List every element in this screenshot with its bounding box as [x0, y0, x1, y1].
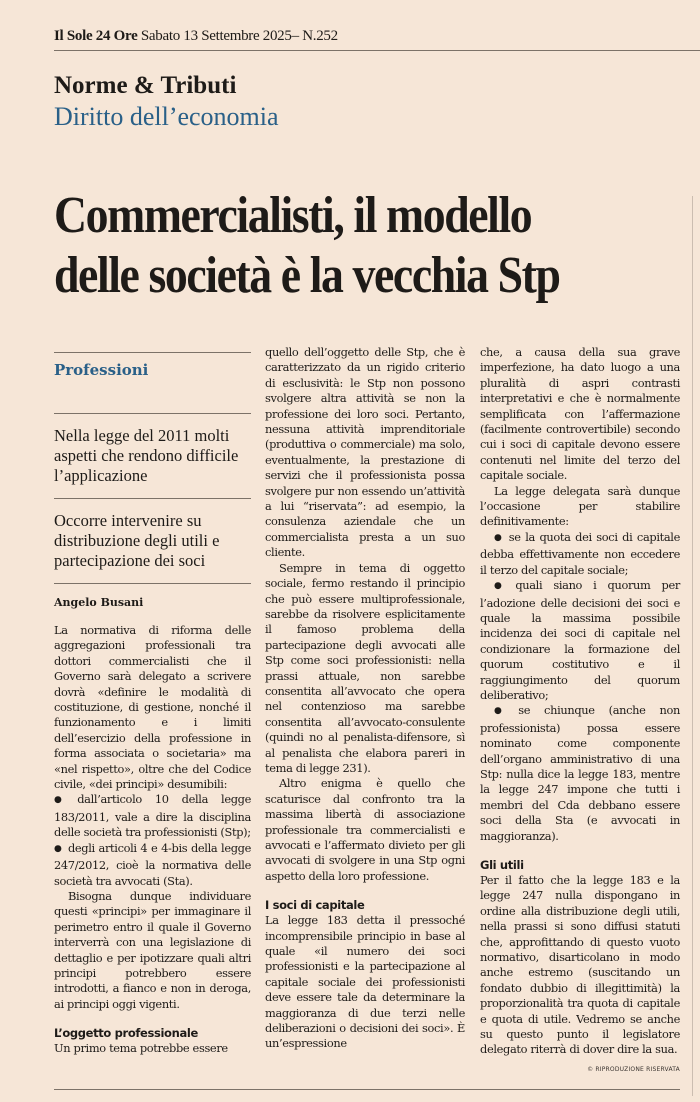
paragraph: La normativa di riforma delle aggregazioni professionali tra dottori commercialisti che il Governo sarà delegato a scrivere dovrà «definire le modalità di costituzione, di gestione, nonché il funzionamento e i limiti dell’esercizio della professione in forma associata o societaria» ma «nel rispetto», oltre che del Codice civile, «dei principi» desumibili:	[54, 623, 251, 792]
author-byline: Angelo Busani	[54, 596, 144, 609]
paragraph: quello dell’oggetto delle Stp, che è caratterizzato da un rigido criterio di esclusività: le Stp non possono svolgere altra attività se non la professione dei loro soci. Pertanto, nessuna attività imprenditoriale (produttiva o commerciale) ma solo, eventualmente, la prestazione di servizi che il professionista possa svolgere pur non essendo un’attività a lui “riservata”: ad esempio, la consulenza aziendale che un commercialista presta a un suo cliente.	[265, 345, 465, 560]
article-kicker: Professioni	[54, 361, 149, 379]
paragraph: La legge 183 detta il pressoché incomprensibile principio in base al quale «il numero dei soci professionisti e la partecipazione al capitale sociale dei professionisti deve essere tale da determinare la maggioranza di due terzi nelle deliberazioni o decisioni dei soci». È un’espressione	[265, 913, 465, 1051]
bottom-divider	[254, 1089, 470, 1090]
subheading: I soci di capitale	[265, 898, 365, 913]
paragraph: Un primo tema potrebbe essere	[54, 1041, 228, 1056]
headline-line-1: Commercialisti, il modello	[54, 187, 532, 244]
subheading: Gli utili	[480, 858, 524, 872]
issue-date: Sabato 13 Settembre 2025	[140, 28, 292, 44]
divider	[54, 352, 251, 353]
copyright-notice: © RIPRODUZIONE RISERVATA	[587, 1065, 680, 1073]
bullet-item	[480, 578, 680, 703]
divider	[54, 583, 251, 584]
paragraph: Altro enigma è quello che scaturisce dal confronto tra la massima libertà di associazione professionale tra commercialisti e avvocati e l’affermato divieto per gli avvocati di svolgere in una Stp ogni aspetto della loro professione.	[265, 776, 465, 883]
bullet-text: se la quota dei soci di capitale debba effettivamente non eccedere il terzo del capitale sociale;	[480, 529, 680, 577]
paragraph: La legge delegata sarà dunque l’occasione per stabilire definitivamente:	[480, 483, 680, 529]
bottom-divider	[54, 1089, 254, 1090]
headline-line-2: delle società è la vecchia Stp	[54, 247, 560, 304]
bullet-text: degli articoli 4 e 4-bis della legge 247/2012, cioè la normativa delle società tra avvocati (Sta).	[54, 840, 251, 888]
bottom-divider	[470, 1089, 680, 1090]
summary-point-2: Occorre intervenire su distribuzione degli utili e partecipazione dei soci	[54, 511, 220, 570]
section-subtitle: Diritto dell’economia	[54, 102, 279, 131]
article-column-3	[480, 345, 680, 1077]
article-column-1	[54, 352, 251, 1057]
masthead-divider	[54, 50, 700, 51]
bullet-item	[480, 703, 680, 844]
page-edge-divider	[692, 196, 693, 1096]
newspaper-name: Il Sole 24 Ore	[54, 28, 138, 44]
paragraph: Per il fatto che la legge 183 e la legge 247 nulla dispongano in ordine alla distribuzione degli utili, nella prassi si sono diffusi statuti che, approfittando di questo vuoto normativo, disarticolano in modo anche estremo (suscitando un fondato dubbio di illegittimità) la proporzionalità tra quota di capitale e quota di utile. Vedremo se anche su questo punto il legislatore delegato riterrà di dover dire la sua.	[480, 873, 680, 1057]
issue-number: – N.252	[291, 28, 338, 44]
masthead	[54, 28, 700, 45]
bullet-text: quali siano i quorum per l’adozione delle decisioni dei soci e quale la massima possibile incidenza dei soci di capitale nel condizionare la formazione del quorum costitutivo e il raggiungimento del quorum deliberativo;	[480, 578, 680, 702]
article-headline	[54, 186, 617, 306]
subheading: L’oggetto professionale	[54, 1026, 198, 1041]
section-title: Norme & Tributi	[54, 72, 237, 99]
bullet-item	[54, 841, 251, 889]
bullet-text: se chiunque (anche non professionista) possa essere nominato come componente dell’organo amministrativo di una Stp: nulla dice la legge 183, mentre la legge 247 impone che tutti i membri del Cda debbano essere soci della Sta (e avvocati in maggioranza).	[480, 703, 680, 843]
article-body-col1	[54, 623, 251, 1057]
article-column-2	[265, 345, 465, 1052]
bullet-text: dall’articolo 10 della legge 183/2011, vale a dire la disciplina delle società tra professionisti (Stp);	[54, 792, 251, 840]
summary-point-1: Nella legge del 2011 molti aspetti che rendono difficile l’applicazione	[54, 426, 239, 485]
bullet-item	[480, 530, 680, 578]
paragraph: Sempre in tema di oggetto sociale, fermo restando il principio che può essere multiprofessionale, sarebbe da risolvere esplicitamente il famoso problema della partecipazione degli avvocati alle Stp come soci professionisti: nella prassi attuale, non sarebbe consentita all’avvocato che opera nel contenzioso ma sarebbe consentita all’avvocato-consulente (quindi no al penalista-difensore, sì al penalista che elabora pareri in tema di legge 231).	[265, 560, 465, 775]
bullet-item	[54, 792, 251, 840]
paragraph: che, a causa della sua grave imperfezione, ha dato luogo a una pluralità di aspri contrasti interpretativi e che è normalmente semplificata con l’affermazione (facilmente controvertibile) secondo cui i soci di capitale devono essere contenuti nel limite del terzo del capitale sociale.	[480, 345, 680, 483]
paragraph: Bisogna dunque individuare questi «principi» per immaginare il perimetro entro il quale il Governo interverrà con una legislazione di dettaglio e per ipotizzare quali altri principi potrebbero essere introdotti, a fianco e non in deroga, ai principi oggi vigenti.	[54, 888, 251, 1011]
